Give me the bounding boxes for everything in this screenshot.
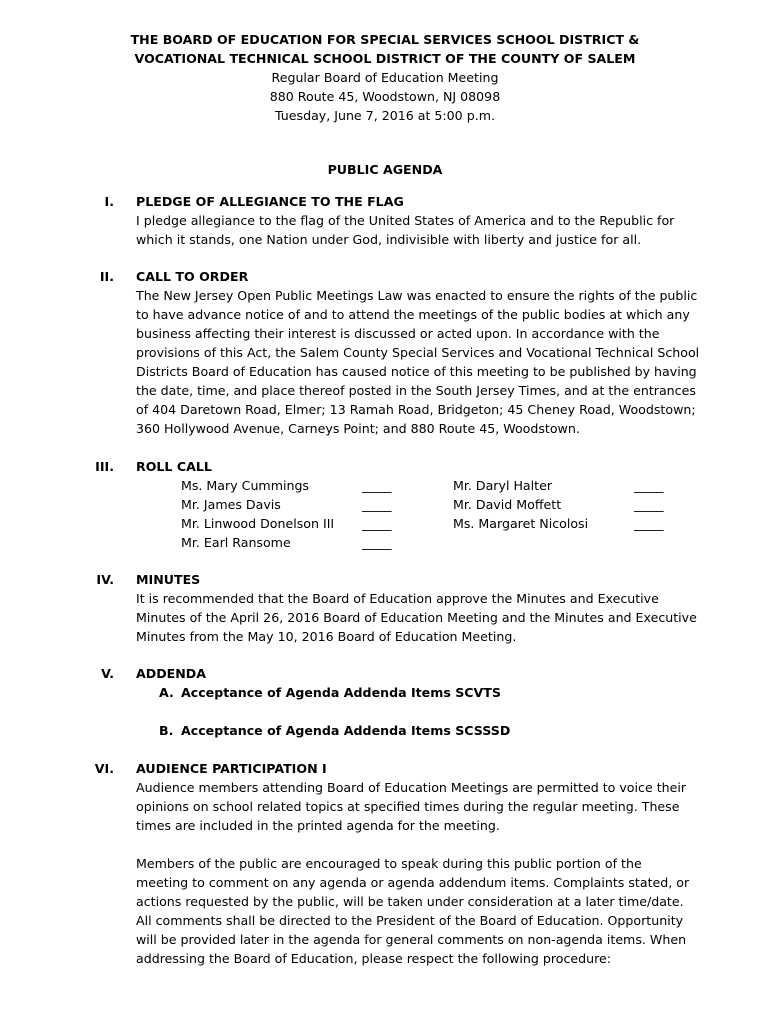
pledge-line: which it stands, one Nation under God, indivisible with liberty and justice for all. xyxy=(136,232,642,247)
roll-call-member: Mr. Daryl Halter xyxy=(453,478,552,493)
audience-line: meeting to comment on any agenda or agenda addendum items. Complaints stated, or xyxy=(136,875,690,890)
audience-line: will be provided later in the agenda for general comments on non-agenda items. When xyxy=(136,932,687,947)
section-numeral: III. xyxy=(95,459,114,474)
call-to-order-line: provisions of this Act, the Salem County Special Services and Vocational Technical School xyxy=(136,345,700,360)
section-title: CALL TO ORDER xyxy=(136,269,249,284)
addenda-item-scvts xyxy=(159,683,501,702)
attendance-blank: _____ xyxy=(634,516,663,531)
header-date-time: Tuesday, June 7, 2016 at 5:00 p.m. xyxy=(275,108,495,123)
call-to-order-line: to have advance notice of and to attend the meetings of the public bodies at which any xyxy=(136,307,690,322)
roll-call-member: Mr. David Moffett xyxy=(453,497,562,512)
section-title: ADDENDA xyxy=(136,666,206,681)
call-to-order-line: of 404 Daretown Road, Elmer; 13 Ramah Road, Bridgeton; 45 Cheney Road, Woodstown; xyxy=(136,402,696,417)
addenda-item-letter: B. xyxy=(159,723,174,738)
document-header xyxy=(0,30,770,125)
section-numeral: VI. xyxy=(94,761,114,776)
call-to-order-line: Districts Board of Education has caused notice of this meeting to be published by having xyxy=(136,364,697,379)
roll-call-member: Mr. Linwood Donelson III xyxy=(181,516,335,531)
addenda-item-letter: A. xyxy=(159,685,174,700)
attendance-blank: _____ xyxy=(362,516,391,531)
addenda-item-text: Acceptance of Agenda Addenda Items SCSSSD xyxy=(181,723,511,738)
roll-call-member: Mr. Earl Ransome xyxy=(181,535,291,550)
minutes-line: It is recommended that the Board of Education approve the Minutes and Executive xyxy=(136,591,659,606)
roll-call-member: Ms. Mary Cummings xyxy=(181,478,309,493)
section-numeral: II. xyxy=(99,269,114,284)
audience-line: Audience members attending Board of Education Meetings are permitted to voice their xyxy=(136,780,687,795)
agenda-title: PUBLIC AGENDA xyxy=(327,162,443,177)
section-numeral: I. xyxy=(104,194,114,209)
roll-call-member: Ms. Margaret Nicolosi xyxy=(453,516,589,531)
call-to-order-line: business affecting their interest is discussed or acted upon. In accordance with the xyxy=(136,326,660,341)
section-title: MINUTES xyxy=(136,572,201,587)
audience-line: times are included in the printed agenda for the meeting. xyxy=(136,818,500,833)
audience-line: actions requested by the public, will be taken under consideration at a later time/date. xyxy=(136,894,684,909)
section-title: ROLL CALL xyxy=(136,459,212,474)
section-title: AUDIENCE PARTICIPATION I xyxy=(136,761,327,776)
minutes-line: Minutes from the May 10, 2016 Board of Education Meeting. xyxy=(136,629,517,644)
header-address: 880 Route 45, Woodstown, NJ 08098 xyxy=(269,89,501,104)
header-board-line-2: VOCATIONAL TECHNICAL SCHOOL DISTRICT OF THE COUNTY OF SALEM xyxy=(134,51,636,66)
header-board-line-1: THE BOARD OF EDUCATION FOR SPECIAL SERVICES SCHOOL DISTRICT & xyxy=(130,32,640,47)
pledge-line: I pledge allegiance to the flag of the United States of America and to the Republic for xyxy=(136,213,675,228)
section-numeral: V. xyxy=(101,666,114,681)
audience-line: addressing the Board of Education, please respect the following procedure: xyxy=(136,951,612,966)
audience-line: All comments shall be directed to the President of the Board of Education. Opportunity xyxy=(136,913,684,928)
attendance-blank: _____ xyxy=(362,478,391,493)
audience-line: Members of the public are encouraged to speak during this public portion of the xyxy=(136,856,642,871)
roll-call-member: Mr. James Davis xyxy=(181,497,281,512)
addenda-item-scsssd xyxy=(159,721,510,740)
attendance-blank: _____ xyxy=(634,478,663,493)
attendance-blank: _____ xyxy=(362,535,391,550)
attendance-blank: _____ xyxy=(362,497,391,512)
attendance-blank: _____ xyxy=(634,497,663,512)
call-to-order-line: 360 Hollywood Avenue, Carneys Point; and 880 Route 45, Woodstown. xyxy=(136,421,580,436)
addenda-item-text: Acceptance of Agenda Addenda Items SCVTS xyxy=(181,685,501,700)
section-title: PLEDGE OF ALLEGIANCE TO THE FLAG xyxy=(136,194,404,209)
audience-line: opinions on school related topics at specified times during the regular meeting. These xyxy=(136,799,680,814)
section-numeral: IV. xyxy=(96,572,114,587)
call-to-order-line: the date, time, and place thereof posted in the South Jersey Times, and at the entrances xyxy=(136,383,696,398)
call-to-order-line: The New Jersey Open Public Meetings Law was enacted to ensure the rights of the public xyxy=(136,288,698,303)
header-meeting-type: Regular Board of Education Meeting xyxy=(271,70,499,85)
paragraph-spacer xyxy=(136,835,696,854)
minutes-line: Minutes of the April 26, 2016 Board of Education Meeting and the Minutes and Executive xyxy=(136,610,697,625)
